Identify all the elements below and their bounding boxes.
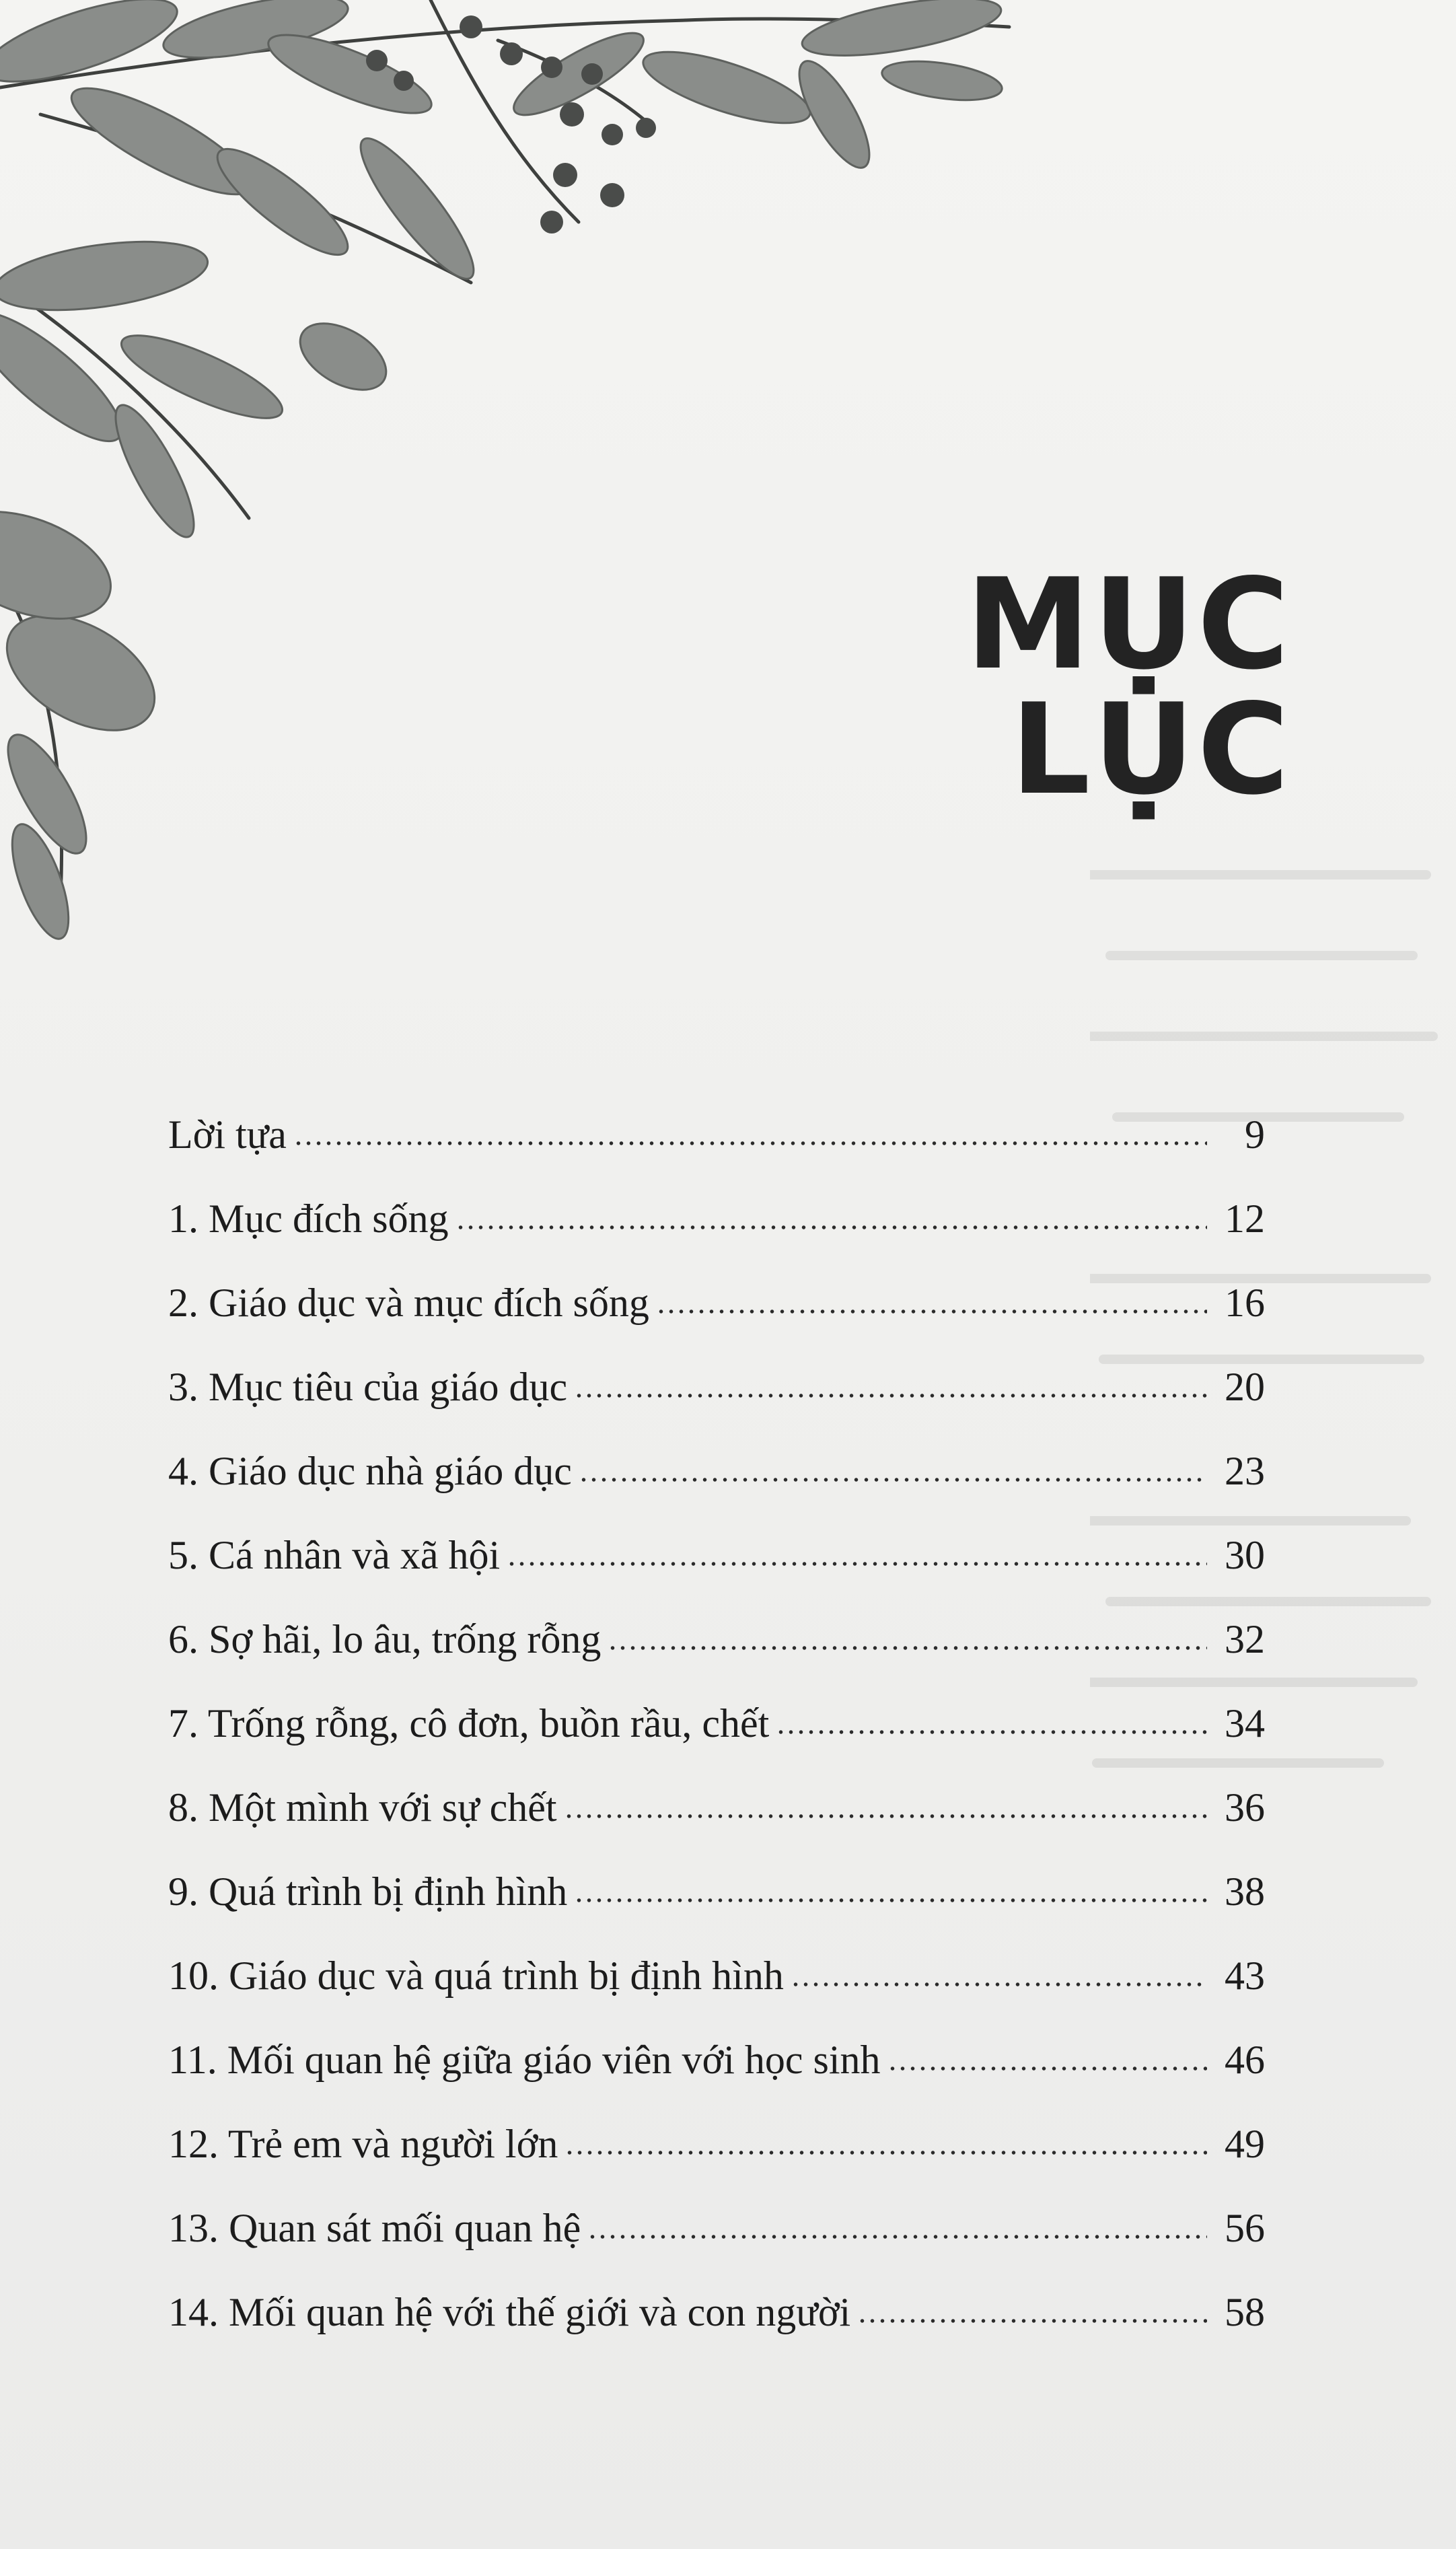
toc-entry [168,1783,1265,1867]
toc-entry-page-number: 34 [1225,1701,1265,1746]
table-of-contents [168,1110,1265,2372]
toc-entry-page-number: 43 [1225,1953,1265,1998]
toc-entry-label: 1. Mục đích sống [168,1196,449,1241]
leaf [0,295,137,459]
toc-entry [168,1699,1265,1783]
leaf [798,0,1005,67]
foliage-illustration [0,0,1050,956]
dot-leader [587,2235,1207,2239]
dot-leader [608,1646,1207,1650]
dot-leader [574,1394,1207,1398]
berry [366,50,388,71]
toc-entry-label: 2. Giáo dục và mục đích sống [168,1281,649,1325]
leaf [636,38,817,138]
toc-entry-label: 12. Trẻ em và người lớn [168,2122,558,2166]
toc-entry [168,1447,1265,1531]
toc-entry [168,1363,1265,1447]
toc-entry-label: 4. Giáo dục nhà giáo dục [168,1449,572,1493]
berry [581,63,603,85]
toc-entry-page-number: 32 [1225,1617,1265,1661]
toc-entry-label: 5. Cá nhân và xã hội [168,1533,501,1577]
toc-entry-label: 7. Trống rỗng, cô đơn, buồn rầu, chết [168,1701,770,1746]
dot-leader [656,1309,1207,1314]
toc-entry-page-number: 58 [1225,2290,1265,2334]
berry [500,42,523,65]
toc-entry-page-number: 46 [1225,2038,1265,2082]
toc-entry-label: 11. Mối quan hệ giữa giáo viên với học sinh [168,2038,881,2082]
toc-entry-label: Lời tựa [168,1112,287,1157]
toc-entry-label: 6. Sợ hãi, lo âu, trống rỗng [168,1617,602,1661]
toc-entry-label: 9. Quá trình bị định hình [168,1869,568,1914]
toc-entry [168,1867,1265,1951]
dot-leader [579,1478,1207,1482]
dot-leader [507,1562,1207,1566]
dot-leader [565,2151,1207,2155]
toc-entry-label: 3. Mục tiêu của giáo dục [168,1365,568,1409]
dot-leader [293,1141,1207,1145]
dot-leader [791,1982,1207,1986]
toc-entry [168,1531,1265,1615]
leaf [205,134,361,269]
berry [602,124,623,145]
leaf [879,55,1004,107]
toc-entry-page-number: 16 [1225,1281,1265,1325]
toc-entry-page-number: 9 [1245,1112,1265,1157]
leaf [60,70,263,212]
leaf [289,310,397,403]
toc-entry-page-number: 56 [1225,2206,1265,2250]
toc-entry [168,1951,1265,2036]
berry [541,57,562,78]
berry [560,102,584,127]
leaf [102,396,207,546]
leaf [0,591,174,754]
toc-entry [168,2288,1265,2372]
toc-entry-label: 14. Mối quan hệ với thế giới và con người [168,2290,851,2334]
leaf [347,127,488,291]
toc-entry-label: 10. Giáo dục và quá trình bị định hình [168,1953,784,1998]
dot-leader [887,2067,1207,2071]
toc-entry [168,1279,1265,1363]
dot-leader [857,2319,1207,2323]
toc-entry [168,2204,1265,2288]
berry [540,211,563,234]
leaf [0,230,212,322]
toc-entry-page-number: 36 [1225,1785,1265,1830]
toc-entry [168,1194,1265,1279]
toc-entry-page-number: 30 [1225,1533,1265,1577]
toc-entry [168,1615,1265,1699]
toc-entry [168,2036,1265,2120]
berry [460,15,482,38]
berry [394,71,414,91]
berry [600,183,624,207]
toc-entry-page-number: 38 [1225,1869,1265,1914]
toc-entry-label: 8. Một mình với sự chết [168,1785,557,1830]
dot-leader [776,1730,1207,1734]
berry [553,163,577,187]
toc-entry [168,1110,1265,1194]
toc-entry-page-number: 20 [1225,1365,1265,1409]
dot-leader [564,1814,1207,1818]
dot-leader [574,1898,1207,1902]
toc-entry-page-number: 49 [1225,2122,1265,2166]
page-title: MỤC LỤC [966,551,1292,822]
toc-entry-page-number: 23 [1225,1449,1265,1493]
dot-leader [456,1225,1207,1229]
toc-entry-page-number: 12 [1225,1196,1265,1241]
toc-entry [168,2120,1265,2204]
berry [636,118,656,138]
toc-entry-label: 13. Quan sát mối quan hệ [168,2206,581,2250]
